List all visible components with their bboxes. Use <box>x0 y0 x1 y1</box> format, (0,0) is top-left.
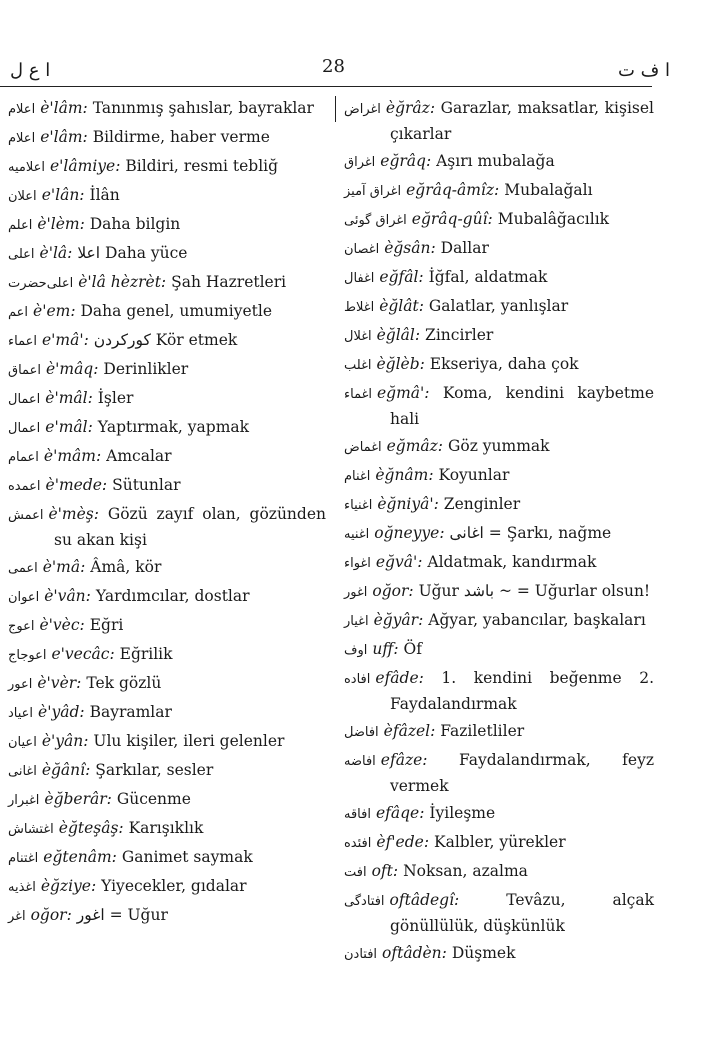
dictionary-entry <box>344 748 654 798</box>
dictionary-entry <box>344 434 654 460</box>
entry-transliteration: e'mâl: <box>45 418 93 436</box>
entry-arabic-headword: اعيان <box>8 735 37 750</box>
entry-definition: Âmâ, kör <box>90 558 162 576</box>
entry-definition: Sütunlar <box>112 476 181 494</box>
entry-transliteration: è'mâ: <box>42 558 86 576</box>
entry-definition: Ulu kişiler, ileri gelenler <box>93 732 285 750</box>
entry-transliteration: oğor: <box>30 906 72 924</box>
dictionary-entry <box>344 96 654 146</box>
dictionary-entry <box>8 903 326 929</box>
dictionary-entry <box>8 473 326 499</box>
dictionary-entry <box>344 941 654 967</box>
entry-arabic-headword: اغراق گوئى <box>344 213 407 228</box>
entry-arabic-headword: اغنام <box>344 469 371 484</box>
entry-arabic-headword: اغبرار <box>8 793 40 808</box>
dictionary-entry <box>344 550 654 576</box>
entry-arabic-headword: اغنياء <box>344 498 373 513</box>
entry-transliteration: èğlèb: <box>376 355 425 373</box>
dictionary-entry <box>8 874 326 900</box>
entry-transliteration: è'lâm: <box>40 99 88 117</box>
dictionary-entry <box>344 352 654 378</box>
entry-transliteration: èğberâr: <box>44 790 112 808</box>
entry-definition: Aşırı mubalağa <box>436 152 555 170</box>
entry-transliteration: èğniyâ': <box>377 495 439 513</box>
dictionary-entry <box>8 212 326 238</box>
entry-arabic-headword: اغلال <box>344 329 372 344</box>
entry-arabic-headword: اغتنام <box>8 851 39 866</box>
entry-arabic-headword: اعمى <box>8 561 38 576</box>
entry-definition: Kalbler, yürekler <box>434 833 566 851</box>
column-divider <box>335 96 336 122</box>
entry-arabic-headword: افتادگى <box>344 894 385 909</box>
entry-arabic-headword: اعلم <box>8 218 33 233</box>
entry-arabic-headword: اعور <box>8 677 33 692</box>
dictionary-entry <box>344 521 654 547</box>
dictionary-entry <box>8 357 326 383</box>
entry-transliteration: è'lèm: <box>37 215 85 233</box>
entry-definition: Faziletliler <box>440 722 525 740</box>
dictionary-entry <box>8 613 326 639</box>
entry-definition: Yardımcılar, dostlar <box>95 587 250 605</box>
entry-transliteration: oğor: <box>372 582 414 600</box>
entry-transliteration: e'lân: <box>41 186 85 204</box>
dictionary-entry <box>344 637 654 663</box>
dictionary-entry <box>344 492 654 518</box>
entry-arabic-headword: اعلى <box>8 247 35 262</box>
entry-arabic-headword: اعلى‌حضرت <box>8 276 74 291</box>
entry-definition: Amcalar <box>106 447 172 465</box>
entry-definition: Tek gözlü <box>86 674 162 692</box>
entry-arabic-headword: افئده <box>344 836 372 851</box>
dictionary-entry <box>344 888 654 938</box>
entry-transliteration: eğrâq: <box>380 152 432 170</box>
entry-arabic-headword: افاضه <box>344 754 376 769</box>
entry-transliteration: oğneyye: <box>374 524 445 542</box>
entry-transliteration: è'lâ hèzrèt: <box>78 273 167 291</box>
dictionary-entry <box>8 328 326 354</box>
entry-definition: Öf <box>403 640 422 658</box>
dictionary-entry <box>344 178 654 204</box>
entry-arabic-headword: اغماء <box>344 387 372 402</box>
entry-definition: Eğri <box>89 616 124 634</box>
entry-arabic-headword: اعمده <box>8 479 41 494</box>
entry-transliteration: oftâdèn: <box>382 944 447 962</box>
entry-arabic-headword: اغصان <box>344 242 380 257</box>
entry-definition: Faydalandırmak, feyz vermek <box>390 751 654 795</box>
entry-definition: Daha genel, umumiyetle <box>80 302 272 320</box>
entry-transliteration: eğrâq-gûî: <box>411 210 493 228</box>
entry-arabic-headword: اعماق <box>8 363 41 378</box>
header-right-letters: ا ف ت <box>617 60 670 81</box>
entry-transliteration: èğânî: <box>41 761 91 779</box>
entry-definition: 1. kendini beğenme 2. Faydalandırmak <box>390 669 654 713</box>
entry-arabic-headword: اعياد <box>8 706 34 721</box>
entry-arabic-headword: اغور <box>344 585 368 600</box>
entry-definition: Galatlar, yanlışlar <box>428 297 569 315</box>
entry-transliteration: è'mèş: <box>48 505 99 523</box>
entry-definition: Yiyecekler, gıdalar <box>101 877 247 895</box>
dictionary-entry <box>8 700 326 726</box>
entry-definition: Derinlikler <box>103 360 189 378</box>
entry-transliteration: e'lâm: <box>40 128 88 146</box>
dictionary-entry <box>344 579 654 605</box>
dictionary-entry <box>8 555 326 581</box>
entry-transliteration: è'mede: <box>45 476 108 494</box>
dictionary-entry <box>8 125 326 151</box>
page-number: 28 <box>322 56 345 77</box>
entry-arabic-headword: اعمام <box>8 450 39 465</box>
entry-definition: Bildiri, resmi tebliğ <box>125 157 279 175</box>
entry-transliteration: oft: <box>371 862 399 880</box>
dictionary-entry <box>8 241 326 267</box>
entry-definition: Tanınmış şahıslar, bayraklar <box>92 99 314 117</box>
entry-arabic-headword: اغواء <box>344 556 371 571</box>
entry-transliteration: e'lâmiye: <box>49 157 121 175</box>
entry-definition: Göz yummak <box>447 437 550 455</box>
entry-arabic-headword: اعوجاج <box>8 648 47 663</box>
entry-arabic-headword: اعوان <box>8 590 40 605</box>
entry-transliteration: eğmâ': <box>377 384 430 402</box>
entry-definition: Yaptırmak, yapmak <box>97 418 250 436</box>
entry-arabic-headword: اغانى <box>8 764 37 779</box>
entry-transliteration: è'mâq: <box>45 360 99 378</box>
entry-arabic-headword: اغلاط <box>344 300 375 315</box>
entry-definition: Bildirme, haber verme <box>92 128 270 146</box>
dictionary-entry <box>344 801 654 827</box>
entry-arabic-headword: اعمال <box>8 421 41 436</box>
entry-transliteration: eğmâz: <box>386 437 444 455</box>
entry-definition: Mubalâğacılık <box>497 210 610 228</box>
dictionary-entry <box>8 502 326 552</box>
entry-definition: Garazlar, maksatlar, kişisel çıkarlar <box>390 99 654 143</box>
entry-arabic-headword: اعلام <box>8 102 36 117</box>
entry-arabic-headword: اغنيه <box>344 527 370 542</box>
dictionary-entry <box>344 859 654 885</box>
entry-transliteration: e'vecâc: <box>51 645 115 663</box>
entry-transliteration: è'em: <box>33 302 76 320</box>
page-header <box>10 56 670 86</box>
entry-definition: Dallar <box>440 239 489 257</box>
dictionary-entry <box>344 830 654 856</box>
dictionary-entry <box>344 463 654 489</box>
entry-transliteration: è'vèr: <box>37 674 82 692</box>
entry-definition: Şarkılar, sesler <box>95 761 214 779</box>
entry-definition: اعلا Daha yüce <box>77 244 188 262</box>
entry-transliteration: efâze: <box>380 751 428 769</box>
entry-definition: Eğrilik <box>119 645 173 663</box>
dictionary-entry <box>8 787 326 813</box>
dictionary-entry <box>8 270 326 296</box>
entry-transliteration: è'mâl: <box>45 389 93 407</box>
entry-definition: İğfal, aldatmak <box>428 268 548 286</box>
dictionary-entry <box>344 149 654 175</box>
dictionary-entry <box>8 415 326 441</box>
dictionary-entry <box>8 299 326 325</box>
dictionary-entry <box>344 323 654 349</box>
entry-transliteration: è'yân: <box>41 732 89 750</box>
entry-definition: Karışıklık <box>128 819 204 837</box>
right-column <box>344 96 654 970</box>
entry-definition: Koma, kendini kaybetme hali <box>390 384 654 428</box>
dictionary-entry <box>8 845 326 871</box>
entry-transliteration: èğsân: <box>384 239 436 257</box>
entry-arabic-headword: اوف <box>344 643 368 658</box>
entry-arabic-headword: افاضل <box>344 725 379 740</box>
dictionary-entry <box>8 729 326 755</box>
entry-definition: Aldatmak, kandırmak <box>427 553 597 571</box>
entry-transliteration: èğteşâş: <box>58 819 124 837</box>
entry-arabic-headword: اغذيه <box>8 880 36 895</box>
entry-transliteration: è'vân: <box>44 587 91 605</box>
entry-arabic-headword: اغر <box>8 909 26 924</box>
entry-arabic-headword: اغفال <box>344 271 375 286</box>
dictionary-entry <box>344 666 654 716</box>
entry-definition: Ekseriya, daha çok <box>429 355 579 373</box>
dictionary-entry <box>344 207 654 233</box>
entry-transliteration: èfâzel: <box>383 722 436 740</box>
entry-transliteration: èğrâz: <box>385 99 436 117</box>
entry-arabic-headword: اغراض <box>344 102 381 117</box>
dictionary-entry <box>344 265 654 291</box>
header-rule <box>0 86 652 87</box>
entry-arabic-headword: اغراق آمیز <box>344 184 402 199</box>
entry-definition: Düşmek <box>451 944 516 962</box>
entry-transliteration: eğvâ': <box>375 553 423 571</box>
dictionary-entry <box>8 444 326 470</box>
entry-transliteration: è'mâm: <box>43 447 102 465</box>
entry-transliteration: eğtenâm: <box>43 848 117 866</box>
entry-arabic-headword: افاقه <box>344 807 371 822</box>
dictionary-entry <box>344 381 654 431</box>
entry-definition: Ağyar, yabancılar, başkaları <box>428 611 646 629</box>
dictionary-entry <box>8 386 326 412</box>
entry-arabic-headword: اعمال <box>8 392 41 407</box>
dictionary-entry <box>344 608 654 634</box>
entry-definition: Mubalağalı <box>504 181 593 199</box>
entry-arabic-headword: اغلب <box>344 358 372 373</box>
entry-transliteration: uff: <box>372 640 399 658</box>
entry-definition: Daha bilgin <box>89 215 181 233</box>
entry-definition: Ganimet saymak <box>121 848 253 866</box>
entry-transliteration: èğnâm: <box>375 466 434 484</box>
entry-definition: اغانى = Şarkı, nağme <box>449 524 612 542</box>
entry-definition: Bayramlar <box>89 703 172 721</box>
entry-definition: Uğur باشد ~ = Uğurlar olsun! <box>418 582 651 600</box>
entry-definition: كوركردن Kör etmek <box>93 331 238 349</box>
entry-arabic-headword: اغراق <box>344 155 376 170</box>
entry-arabic-headword: اعماء <box>8 334 37 349</box>
dictionary-entry <box>344 236 654 262</box>
entry-transliteration: èğziye: <box>40 877 97 895</box>
dictionary-entry <box>8 154 326 180</box>
entry-arabic-headword: اغتشاش <box>8 822 54 837</box>
entry-transliteration: èf'ede: <box>376 833 430 851</box>
entry-definition: Gücenme <box>116 790 191 808</box>
dictionary-entry <box>8 642 326 668</box>
entry-transliteration: èğlâl: <box>376 326 421 344</box>
entry-definition: اغور = Uğur <box>76 906 168 924</box>
entry-transliteration: eğfâl: <box>379 268 424 286</box>
header-left-letters: ا ع ل <box>10 60 51 81</box>
entry-definition: Zenginler <box>443 495 521 513</box>
entry-definition: Noksan, azalma <box>403 862 528 880</box>
entry-definition: Tevâzu, alçak gönüllülük, düşkünlük <box>390 891 654 935</box>
left-column <box>8 96 326 932</box>
dictionary-entry <box>8 671 326 697</box>
entry-transliteration: è'lâ: <box>39 244 73 262</box>
entry-definition: Şah Hazretleri <box>171 273 287 291</box>
entry-definition: Koyunlar <box>438 466 510 484</box>
entry-arabic-headword: افت <box>344 865 367 880</box>
entry-transliteration: e'mâ': <box>41 331 89 349</box>
entry-definition: Gözü zayıf olan, gözünden su akan kişi <box>54 505 326 549</box>
entry-arabic-headword: اعلان <box>8 189 37 204</box>
entry-transliteration: èğyâr: <box>373 611 424 629</box>
dictionary-entry <box>344 719 654 745</box>
entry-transliteration: è'yâd: <box>38 703 85 721</box>
entry-transliteration: eğrâq-âmîz: <box>406 181 500 199</box>
entry-transliteration: efâqe: <box>375 804 425 822</box>
dictionary-entry <box>8 816 326 842</box>
dictionary-entry <box>8 96 326 122</box>
entry-definition: İyileşme <box>429 804 496 822</box>
entry-transliteration: èğlât: <box>379 297 424 315</box>
entry-arabic-headword: اعلام <box>8 131 36 146</box>
entry-arabic-headword: افاده <box>344 672 371 687</box>
entry-arabic-headword: اعمش <box>8 508 44 523</box>
entry-transliteration: efâde: <box>375 669 424 687</box>
entry-arabic-headword: اعم <box>8 305 29 320</box>
entry-arabic-headword: اغماض <box>344 440 382 455</box>
dictionary-entry <box>344 294 654 320</box>
entry-arabic-headword: افتادن <box>344 947 378 962</box>
entry-definition: İşler <box>97 389 134 407</box>
entry-arabic-headword: اعلاميه <box>8 160 45 175</box>
dictionary-entry <box>8 584 326 610</box>
dictionary-entry <box>8 183 326 209</box>
entry-definition: Zincirler <box>425 326 494 344</box>
entry-transliteration: oftâdegî: <box>389 891 460 909</box>
dictionary-entry <box>8 758 326 784</box>
entry-transliteration: è'vèc: <box>39 616 85 634</box>
entry-arabic-headword: اغيار <box>344 614 369 629</box>
entry-definition: İlân <box>89 186 120 204</box>
entry-arabic-headword: اعوج <box>8 619 35 634</box>
